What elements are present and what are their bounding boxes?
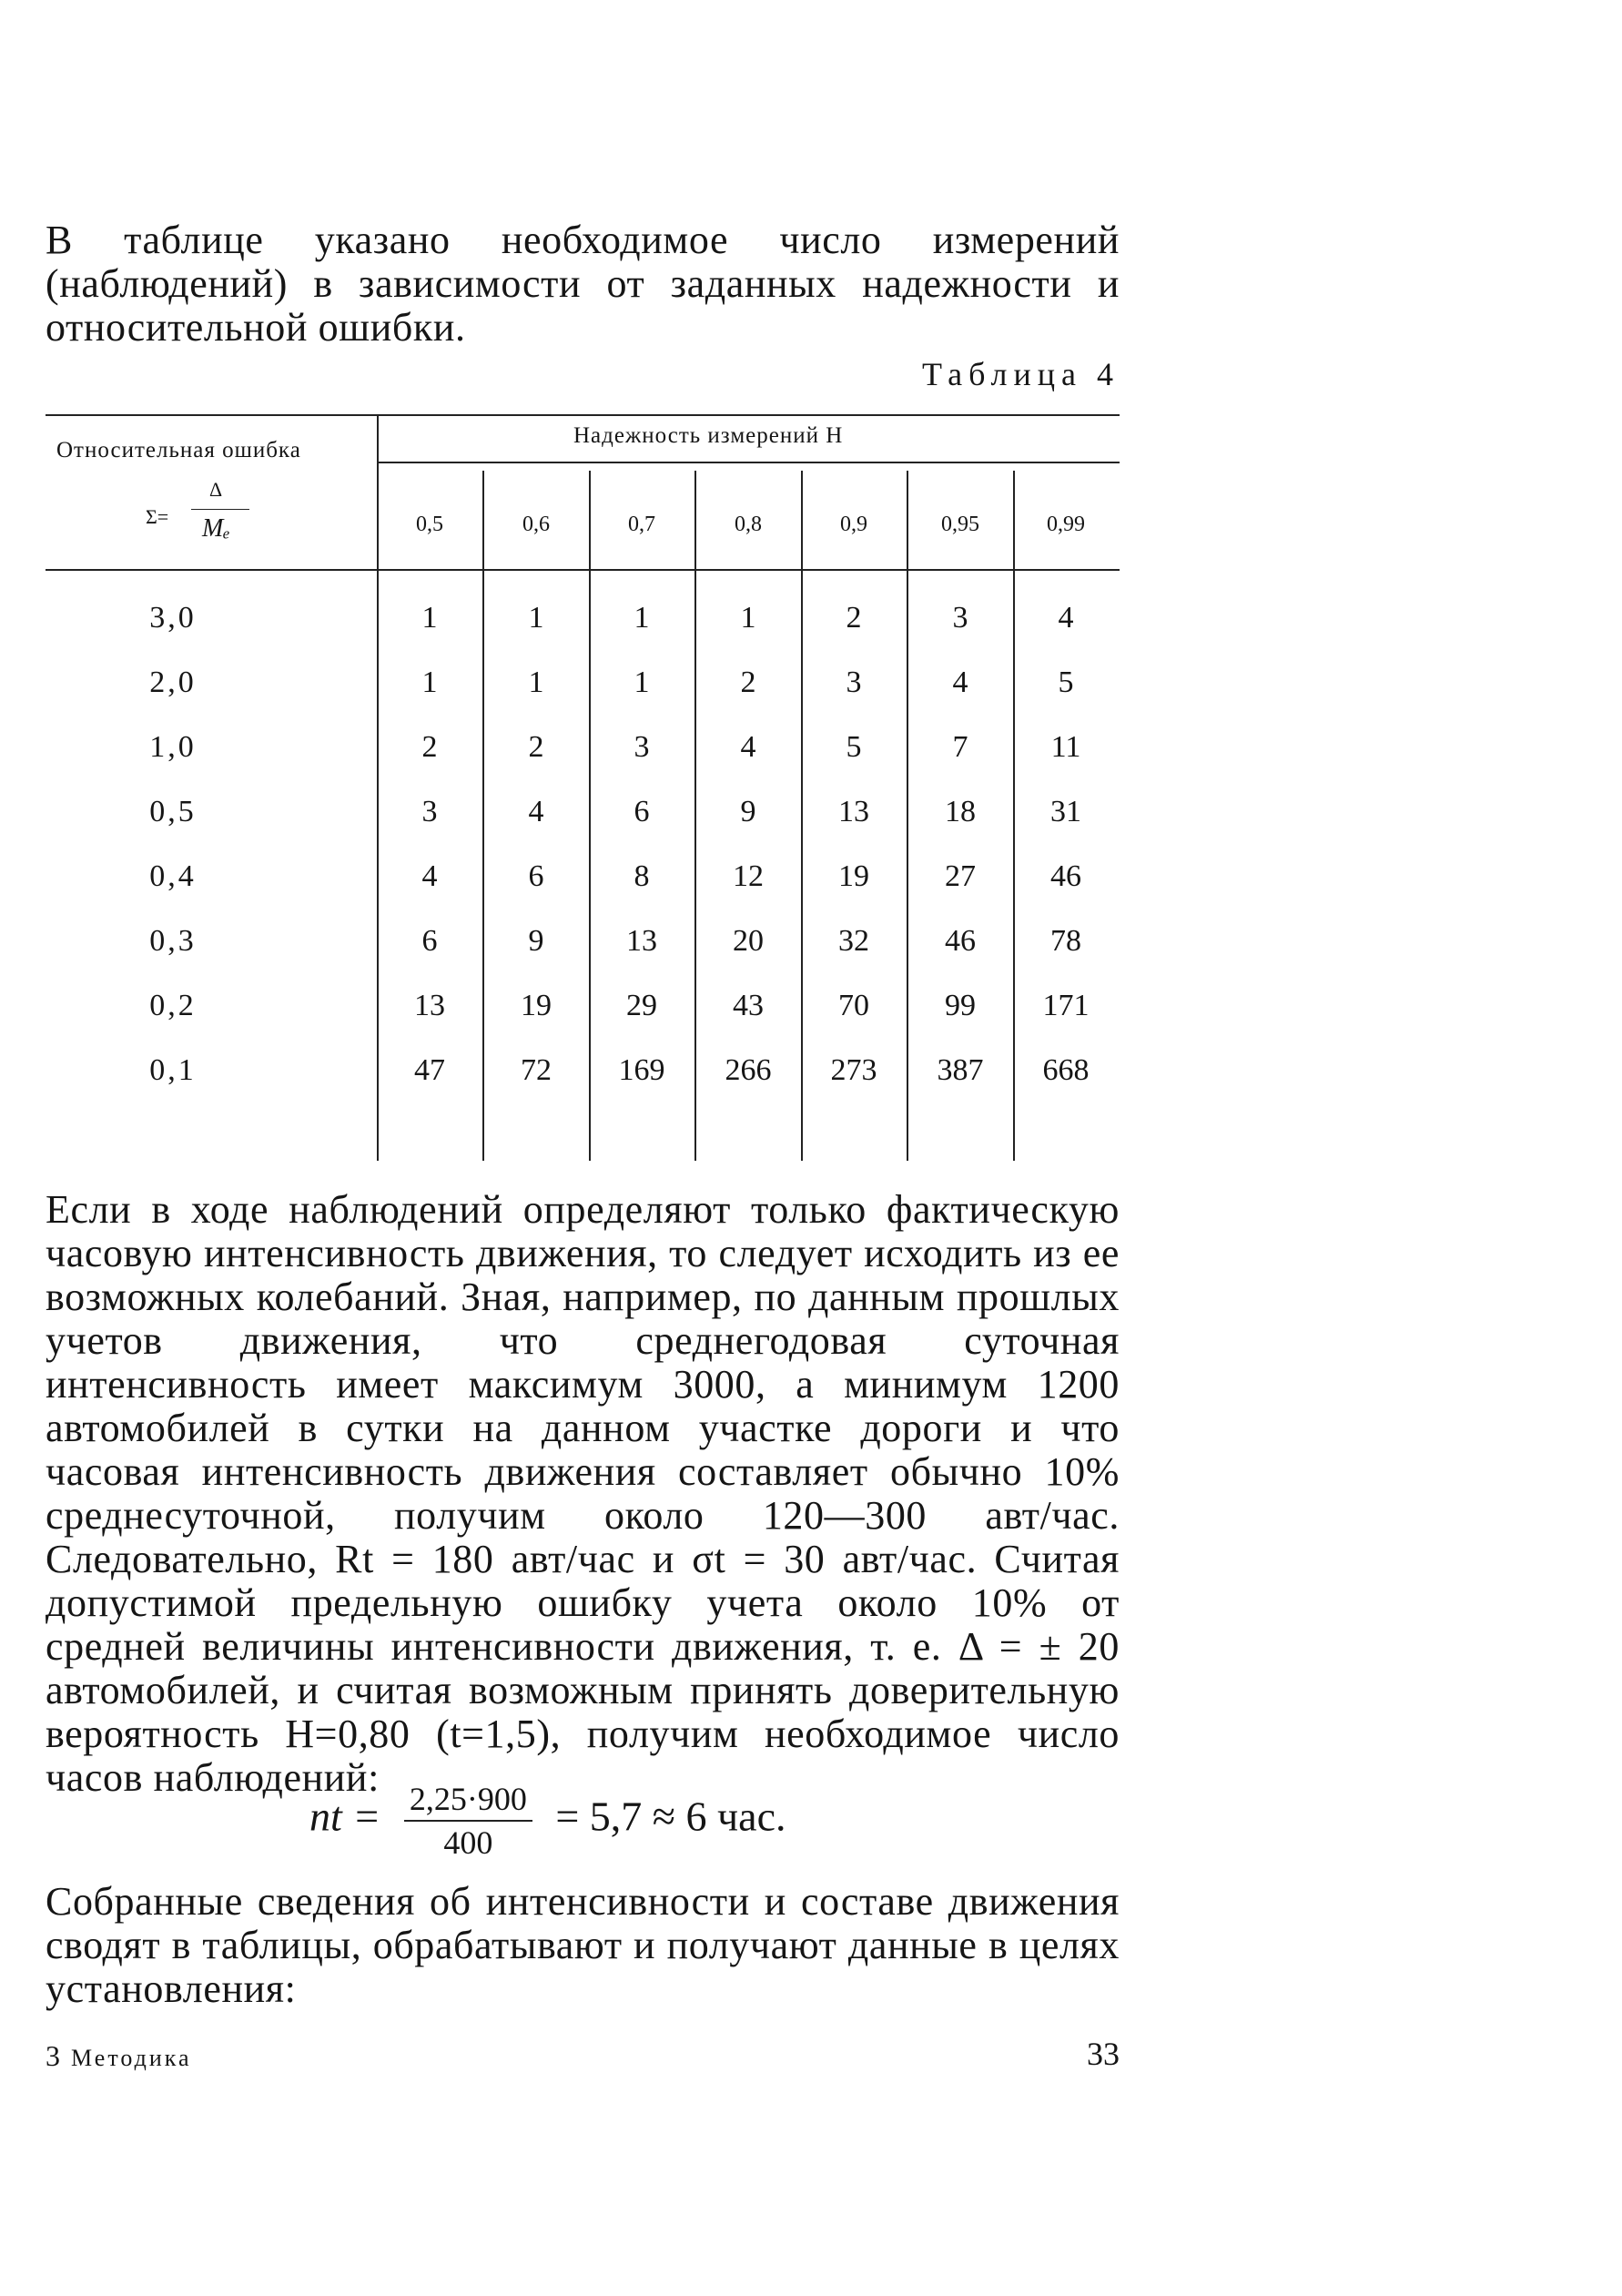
table-cell: 31 <box>1050 795 1081 828</box>
table-cell: 1 <box>740 601 756 635</box>
formula-fraction <box>404 1780 532 1862</box>
formula-lhs: nt = <box>309 1793 381 1840</box>
page-number: 33 <box>1087 2036 1120 2072</box>
table-cell: 8 <box>634 859 650 893</box>
table-cell: 27 <box>945 859 976 893</box>
table-cell: 11 <box>1050 730 1081 764</box>
table-cell: 3 <box>846 665 862 699</box>
row-label: 3,0 <box>149 601 197 635</box>
table-cell: 1 <box>634 601 650 635</box>
table-cell: 12 <box>733 859 764 893</box>
row-label: 0,3 <box>149 924 197 958</box>
column-header: 0,7 <box>628 513 655 536</box>
table-cell: 4 <box>528 795 544 828</box>
table-cell: 13 <box>414 989 445 1022</box>
column-group-header: Надежность измерений H <box>573 423 844 448</box>
formula-denominator: 400 <box>443 1824 493 1861</box>
row-label: 0,1 <box>149 1053 197 1087</box>
table-cell: 3 <box>634 730 650 764</box>
table-row <box>46 924 1120 970</box>
signature-text: Методика <box>71 2045 192 2071</box>
table-top-rule <box>46 414 1120 416</box>
table-cell: 4 <box>1058 601 1074 635</box>
table-row <box>46 665 1120 711</box>
table-cell: 3 <box>952 601 968 635</box>
table-cell: 7 <box>952 730 968 764</box>
table-cell: 78 <box>1050 924 1081 958</box>
table-cell: 9 <box>528 924 544 958</box>
formula-me: Mₑ <box>202 514 230 543</box>
intro-paragraph: В таблице указано необходимое число измерений (наблюдений) в зависимости от заданных надежности и относительной ошибки. <box>46 218 1120 350</box>
closing-paragraph: Собранные сведения об интенсивности и составе движения сводят в таблицы, обрабатывают и получают данные в целях установления: <box>46 1879 1120 2011</box>
formula-delta: Δ <box>209 478 223 501</box>
table-vline <box>377 414 379 1161</box>
table-cell: 3 <box>421 795 438 828</box>
formula <box>309 1780 786 1862</box>
table-cell: 1 <box>634 665 650 699</box>
body-paragraph: Если в ходе наблюдений определяют только фактическую часовую интенсивность движения, то следует исходить из ее возможных колебаний. Зная, например, по данным прошлых учетов движения, что среднегодовая суточная интенсивность имеет максимум 3000, а минимум 1200 автомобилей в сутки на данном участке дороги и что часовая интенсивность движения составляет обычно 10% среднесуточной, получим около 120—300 авт/час. Следовательно, Rt = 180 авт/час и σt = 30 авт/час. Считая допустимой предельную ошибку учета около 10% от средней величины интенсивности движения, т. е. Δ = ± 20 автомобилей, и считая возможным принять доверительную вероятность H=0,80 (t=1,5), получим необходимое число часов наблюдений: <box>46 1187 1120 1800</box>
table-cell: 2 <box>421 730 438 764</box>
table-cell: 6 <box>634 795 650 828</box>
table-row <box>46 859 1120 905</box>
table-cell: 4 <box>421 859 438 893</box>
row-label: 2,0 <box>149 665 197 699</box>
formula-numerator: 2,25·900 <box>404 1780 532 1822</box>
table-cell: 2 <box>846 601 862 635</box>
table-cell: 18 <box>945 795 976 828</box>
row-label: 1,0 <box>149 730 197 764</box>
table-row <box>46 1053 1120 1099</box>
table-cell: 43 <box>733 989 764 1022</box>
column-header: 0,99 <box>1047 513 1085 536</box>
table-cell: 70 <box>838 989 869 1022</box>
row-header-label: Относительная ошибка <box>56 438 301 462</box>
signature-number: 3 <box>46 2039 62 2072</box>
row-label: 0,2 <box>149 989 197 1022</box>
table-cell: 19 <box>521 989 552 1022</box>
table-row <box>46 601 1120 646</box>
table-row <box>46 795 1120 840</box>
data-table <box>46 414 1120 1161</box>
table-cell: 4 <box>952 665 968 699</box>
table-cell: 169 <box>618 1053 665 1087</box>
table-cell: 266 <box>725 1053 772 1087</box>
table-cell: 2 <box>528 730 544 764</box>
table-cell: 1 <box>421 665 438 699</box>
table-cell: 13 <box>626 924 657 958</box>
table-cell: 46 <box>945 924 976 958</box>
table-cell: 13 <box>838 795 869 828</box>
table-cell: 4 <box>740 730 756 764</box>
table-cell: 72 <box>521 1053 552 1087</box>
table-subheader-rule <box>378 462 1120 463</box>
table-cell: 6 <box>528 859 544 893</box>
table-cell: 273 <box>830 1053 877 1087</box>
table-cell: 99 <box>945 989 976 1022</box>
table-cell: 9 <box>740 795 756 828</box>
table-cell: 5 <box>1058 665 1074 699</box>
formula-rhs: = 5,7 ≈ 6 час. <box>555 1793 786 1840</box>
column-header: 0,95 <box>941 513 979 536</box>
table-cell: 5 <box>846 730 862 764</box>
table-cell: 19 <box>838 859 869 893</box>
signature-mark <box>46 2039 192 2073</box>
formula-fraction-bar <box>191 509 249 510</box>
table-cell: 1 <box>528 665 544 699</box>
table-cell: 2 <box>740 665 756 699</box>
column-header: 0,9 <box>840 513 867 536</box>
column-header: 0,6 <box>522 513 550 536</box>
table-row <box>46 989 1120 1034</box>
table-cell: 46 <box>1050 859 1081 893</box>
row-header-formula <box>146 478 328 560</box>
table-cell: 32 <box>838 924 869 958</box>
table-cell: 20 <box>733 924 764 958</box>
table-header-bottom-rule <box>46 569 1120 571</box>
table-row <box>46 730 1120 776</box>
table-cell: 29 <box>626 989 657 1022</box>
row-label: 0,5 <box>149 795 197 828</box>
column-header: 0,5 <box>416 513 443 536</box>
table-cell: 387 <box>937 1053 984 1087</box>
formula-sigma: Σ= <box>146 505 169 528</box>
table-cell: 171 <box>1042 989 1090 1022</box>
row-label: 0,4 <box>149 859 197 893</box>
table-cell: 668 <box>1042 1053 1090 1087</box>
column-header: 0,8 <box>735 513 762 536</box>
table-cell: 1 <box>421 601 438 635</box>
table-cell: 1 <box>528 601 544 635</box>
table-cell: 47 <box>414 1053 445 1087</box>
table-caption: Таблица 4 <box>922 356 1120 392</box>
table-cell: 6 <box>421 924 438 958</box>
